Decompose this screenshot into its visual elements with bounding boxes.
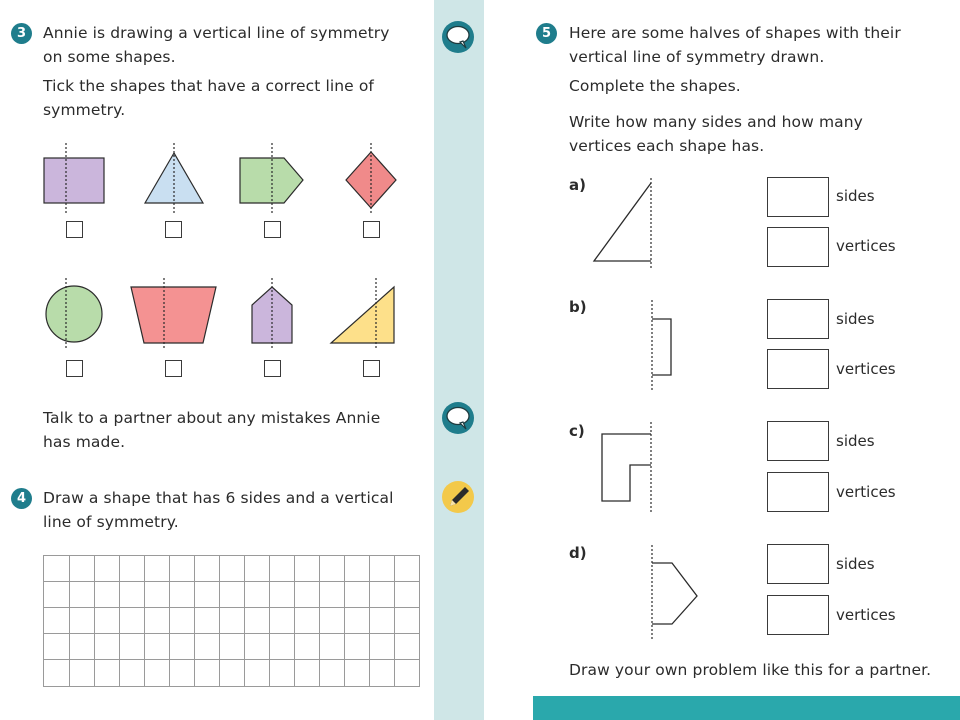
half-shape-d	[652, 545, 697, 640]
part-a-vertices-label: vertices	[836, 237, 896, 255]
half-shape-b	[652, 300, 671, 390]
part-b-sides-label: sides	[836, 310, 875, 328]
q5-line-2: vertical line of symmetry drawn.	[569, 48, 825, 66]
tickbox-blue-triangle[interactable]	[165, 221, 182, 238]
q3-line-3: Tick the shapes that have a correct line of	[43, 77, 374, 95]
tickbox-yellow-triangle[interactable]	[363, 360, 380, 377]
part-c-label: c)	[569, 422, 585, 440]
part-b-label: b)	[569, 298, 587, 316]
part-b-vertices-box[interactable]	[767, 349, 829, 389]
purple-rectangle	[44, 143, 104, 213]
tickbox-green-circle[interactable]	[66, 360, 83, 377]
purple-pentagon	[252, 278, 292, 350]
q3-talk-line-1: Talk to a partner about any mistakes Annie	[43, 409, 381, 427]
q5-footer: Draw your own problem like this for a partner.	[569, 661, 932, 679]
part-d-sides-label: sides	[836, 555, 875, 573]
tickbox-purple-pentagon[interactable]	[264, 360, 281, 377]
q3-talk-line-2: has made.	[43, 433, 126, 451]
part-d-sides-box[interactable]	[767, 544, 829, 584]
q4-drawing-grid[interactable]	[43, 555, 420, 687]
question-4-badge: 4	[11, 488, 32, 509]
tickbox-purple-rectangle[interactable]	[66, 221, 83, 238]
part-b-vertices-label: vertices	[836, 360, 896, 378]
half-shape-c	[602, 422, 651, 512]
part-d-vertices-label: vertices	[836, 606, 896, 624]
part-c-vertices-box[interactable]	[767, 472, 829, 512]
q5-line-5: vertices each shape has.	[569, 137, 765, 155]
tickbox-green-pentagon[interactable]	[264, 221, 281, 238]
red-rhombus	[346, 143, 396, 213]
q4-line-1: Draw a shape that has 6 sides and a vertical	[43, 489, 394, 507]
half-shape-a	[594, 178, 651, 268]
q5-line-1: Here are some halves of shapes with their	[569, 24, 901, 42]
green-pentagon	[240, 143, 303, 213]
part-c-sides-label: sides	[836, 432, 875, 450]
question-3-badge: 3	[11, 23, 32, 44]
pink-trapezium	[131, 278, 216, 350]
part-d-label: d)	[569, 544, 587, 562]
part-a-label: a)	[569, 176, 586, 194]
part-a-sides-label: sides	[836, 187, 875, 205]
part-a-sides-box[interactable]	[767, 177, 829, 217]
part-d-vertices-box[interactable]	[767, 595, 829, 635]
part-a-vertices-box[interactable]	[767, 227, 829, 267]
part-b-sides-box[interactable]	[767, 299, 829, 339]
green-circle	[46, 278, 102, 350]
q3-line-1: Annie is drawing a vertical line of symmetry	[43, 24, 390, 42]
tickbox-pink-trapezium[interactable]	[165, 360, 182, 377]
question-5-badge: 5	[536, 23, 557, 44]
yellow-right-triangle	[331, 278, 394, 350]
q3-line-4: symmetry.	[43, 101, 126, 119]
part-c-sides-box[interactable]	[767, 421, 829, 461]
q5-line-3: Complete the shapes.	[569, 77, 741, 95]
q3-line-2: on some shapes.	[43, 48, 176, 66]
part-c-vertices-label: vertices	[836, 483, 896, 501]
blue-triangle	[145, 143, 203, 213]
tickbox-red-rhombus[interactable]	[363, 221, 380, 238]
q4-line-2: line of symmetry.	[43, 513, 179, 531]
q5-line-4: Write how many sides and how many	[569, 113, 863, 131]
